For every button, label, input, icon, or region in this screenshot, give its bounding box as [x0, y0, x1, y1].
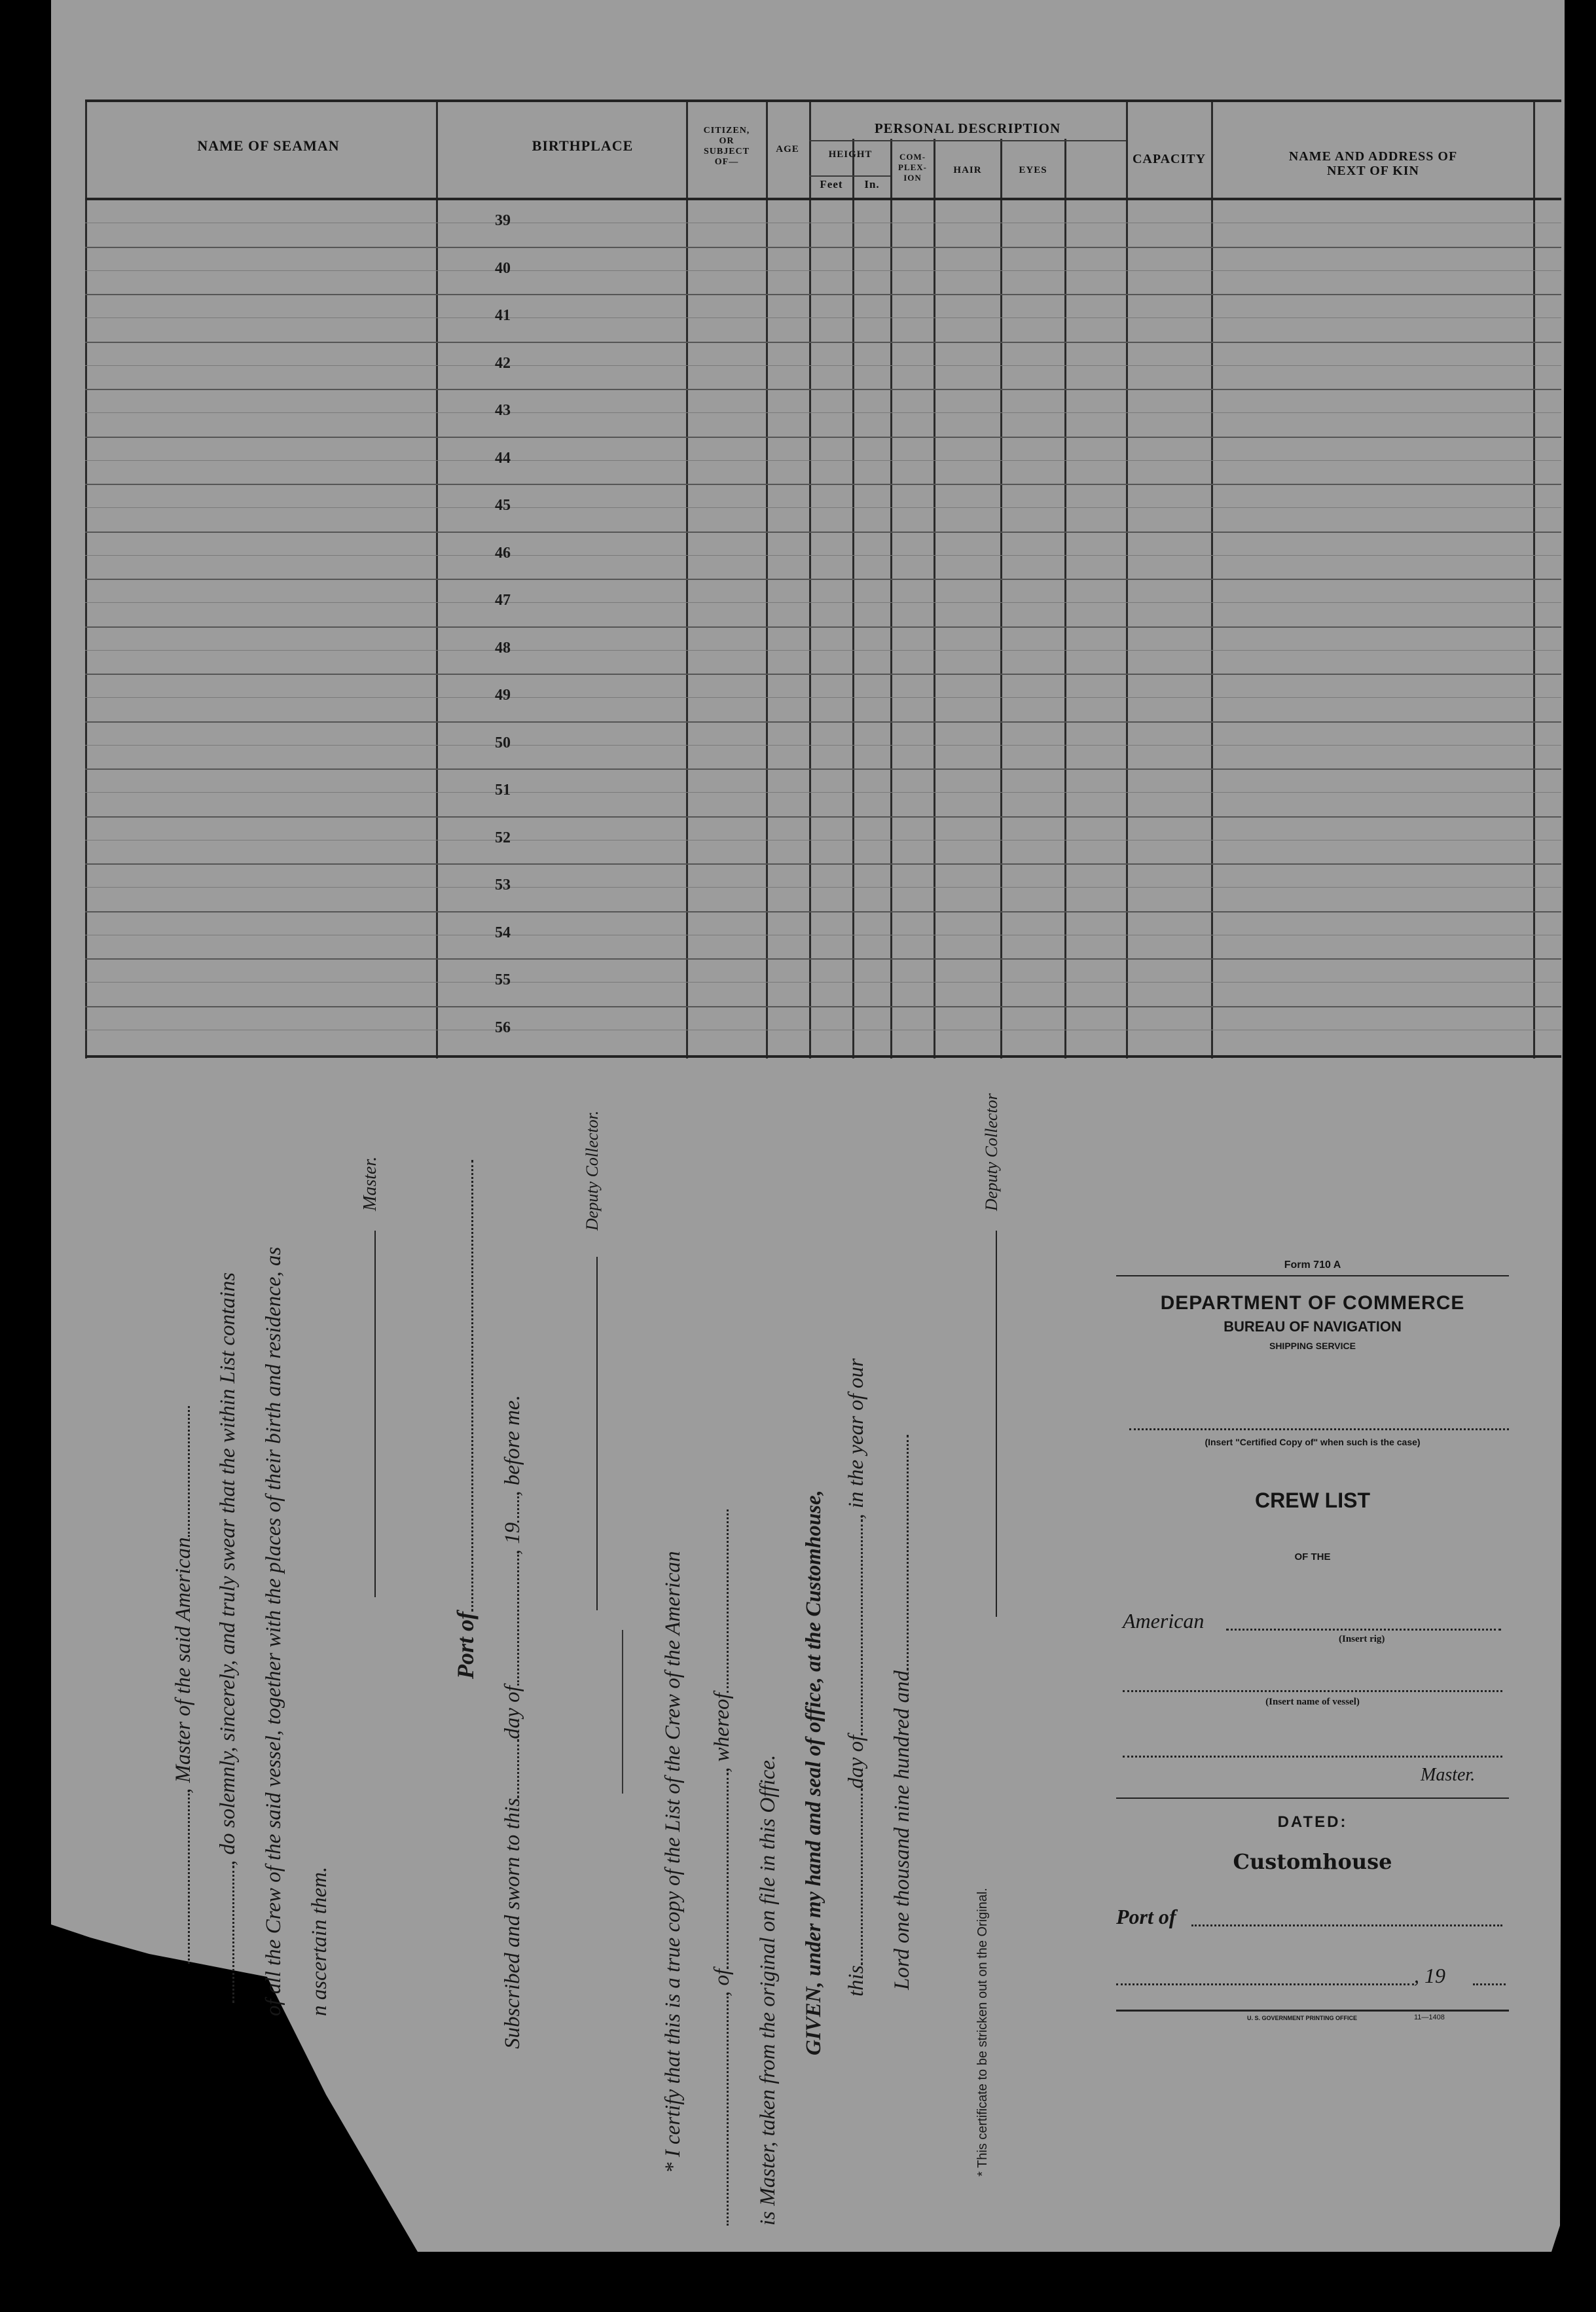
- header-citizen-l3: SUBJECT: [703, 147, 750, 156]
- form-rule-mid: [1116, 1797, 1509, 1799]
- vessel-blank: [727, 1996, 729, 2226]
- header-complexion-l2: PLEX-: [898, 162, 927, 172]
- row-rule: [85, 294, 1561, 295]
- oath-blank: [232, 1866, 234, 2003]
- of-the-text: OF THE: [1294, 1551, 1331, 1562]
- row-number: 52: [495, 829, 511, 846]
- row-rule: [85, 674, 1561, 675]
- row-subrule: [85, 602, 1561, 603]
- form-number: Form 710 A: [1284, 1259, 1341, 1271]
- header-complexion-l3: ION: [903, 173, 922, 183]
- row-subrule: [85, 555, 1561, 556]
- insert-rig-note: (Insert rig): [1339, 1634, 1385, 1644]
- certify-line-2: [710, 1509, 735, 2226]
- col-divider: [1000, 139, 1002, 1058]
- row-subrule: [85, 887, 1561, 888]
- header-eyes: EYES: [1019, 165, 1047, 175]
- master-label-form: Master.: [1421, 1765, 1476, 1785]
- row-rule: [85, 626, 1561, 628]
- day-of-text: day of: [501, 1686, 524, 1739]
- row-rule: [85, 342, 1561, 343]
- header-age: AGE: [776, 144, 799, 154]
- footnote-text: * This certificate to be stricken out on the Original.: [975, 1888, 990, 2177]
- oath-line2-text: , do solemnly, sincerely, and truly swear that the within List contains: [216, 1272, 240, 1866]
- subscribed-line: [501, 1395, 525, 2049]
- vessel-name-blank: [1123, 1690, 1502, 1692]
- oath-line-4: [308, 1867, 332, 2016]
- header-divider: [809, 140, 1126, 141]
- row-rule: [85, 579, 1561, 580]
- col-divider: [890, 139, 892, 1058]
- header-citizen-l4: OF—: [714, 157, 739, 167]
- header-citizen: [691, 126, 763, 168]
- form-rule-top: [1116, 1275, 1509, 1276]
- bureau-title: BUREAU OF NAVIGATION: [1224, 1318, 1402, 1335]
- row-rule: [85, 863, 1561, 865]
- row-rule: [85, 1006, 1561, 1007]
- certify-line-3: [756, 1755, 780, 2226]
- row-subrule: [85, 745, 1561, 746]
- header-inches: In.: [864, 178, 880, 190]
- oath-line1-text: , Master of the said American: [172, 1537, 195, 1794]
- header-personal-description: PERSONAL DESCRIPTION: [874, 120, 1061, 136]
- form-rule-bottom: [1116, 2010, 1509, 2012]
- service-title: SHIPPING SERVICE: [1269, 1341, 1356, 1351]
- row-rule: [85, 768, 1561, 770]
- lord-text: Lord one thousand nine hundred and: [890, 1671, 914, 1990]
- header-capacity: CAPACITY: [1132, 152, 1206, 166]
- day-blank: [517, 1739, 519, 1798]
- deputy-rule-1: [596, 1257, 598, 1610]
- whereof-blank: [727, 1509, 729, 1693]
- certify-line1-text: * I certify that this is a true copy of the List of the Crew of the American: [661, 1551, 685, 2173]
- row-rule: [85, 532, 1561, 533]
- header-complexion-l1: COM-: [899, 152, 926, 162]
- month-blank-2: [861, 1519, 863, 1735]
- master-signature-line: [360, 1157, 381, 1597]
- row-subrule: [85, 365, 1561, 366]
- port-form-blank: [1191, 1924, 1502, 1926]
- row-number: 53: [495, 876, 511, 894]
- given-line: [802, 1490, 826, 2055]
- col-divider: [852, 139, 854, 1058]
- oath-name-blank: [188, 1794, 190, 1964]
- year-blank: [517, 1496, 519, 1523]
- row-number: 46: [495, 544, 511, 562]
- header-complexion: [892, 152, 934, 183]
- department-title: DEPARTMENT OF COMMERCE: [1160, 1292, 1465, 1314]
- header-kin-l2: NEXT OF KIN: [1326, 164, 1420, 178]
- row-number: 45: [495, 497, 511, 514]
- row-subrule: [85, 697, 1561, 698]
- row-number: 48: [495, 639, 511, 657]
- american-label: American: [1123, 1609, 1205, 1633]
- header-citizen-l1: CITIZEN,: [703, 126, 750, 135]
- row-subrule: [85, 270, 1561, 271]
- header-bottom-border: [85, 198, 1561, 200]
- row-rule: [85, 437, 1561, 438]
- rig-blank: [1226, 1629, 1501, 1631]
- certified-note: (Insert "Certified Copy of" when such is the case): [1205, 1437, 1421, 1447]
- header-hair: HAIR: [953, 165, 982, 175]
- oath-line-2: [216, 1273, 240, 2003]
- certified-blank: [1129, 1428, 1509, 1430]
- header-divider: [809, 175, 890, 177]
- year-form-blank: [1473, 1983, 1506, 1985]
- row-number: 43: [495, 402, 511, 419]
- certify-whereof-text: , whereof: [710, 1693, 734, 1773]
- row-subrule: [85, 317, 1561, 318]
- col-divider: [1064, 139, 1066, 1058]
- row-subrule: [85, 460, 1561, 461]
- row-number: 47: [495, 592, 511, 609]
- row-rule: [85, 958, 1561, 960]
- row-number: 39: [495, 212, 511, 229]
- port-of-form-label: Port of: [1116, 1905, 1176, 1928]
- signature-rule: [374, 1231, 376, 1597]
- row-subrule: [85, 792, 1561, 793]
- row-rule: [85, 911, 1561, 912]
- row-subrule: [85, 982, 1561, 983]
- row-number: 42: [495, 354, 511, 372]
- oath-line3-text: of all the Crew of the said vessel, together with the places of their birth and residence, as: [262, 1246, 285, 2016]
- port-blank: [471, 1160, 473, 1612]
- date-form-blank: [1116, 1983, 1414, 1985]
- oath-line-3: [262, 1247, 286, 2016]
- master-blank: [1123, 1756, 1502, 1758]
- row-rule: [85, 484, 1561, 485]
- header-feet: Feet: [820, 178, 843, 190]
- deputy-collector-1-line: [583, 1111, 602, 1610]
- row-number: 44: [495, 449, 511, 467]
- certify-line3-text: is Master, taken from the original on file in this Office.: [756, 1754, 780, 2226]
- before-me-text: , before me.: [501, 1395, 524, 1496]
- row-rule: [85, 389, 1561, 390]
- row-rule: [85, 721, 1561, 723]
- row-number: 40: [495, 259, 511, 277]
- this-blank: [861, 1788, 863, 1965]
- row-number: 51: [495, 782, 511, 799]
- port-of-line: [452, 1160, 479, 1679]
- row-number: 56: [495, 1019, 511, 1036]
- master-label: Master.: [360, 1156, 380, 1211]
- year-blank-2: [907, 1435, 909, 1671]
- this-day-line: [844, 1358, 869, 1996]
- oath-vessel-blank: [188, 1406, 190, 1537]
- port-of-label: Port of: [452, 1612, 479, 1679]
- of-blank: [727, 1773, 729, 1969]
- divider-rule: [622, 1630, 623, 1794]
- this-label: this: [844, 1965, 868, 1996]
- row-subrule: [85, 650, 1561, 651]
- deputy-rule-2: [996, 1231, 997, 1617]
- row-number: 54: [495, 924, 511, 941]
- form-cover-panel: [1116, 1250, 1509, 2023]
- deputy-collector-label-1: Deputy Collector.: [583, 1110, 602, 1231]
- year-19-form: , 19: [1414, 1964, 1445, 1987]
- table-bottom-border: [85, 1055, 1561, 1058]
- oath-line-1: [172, 1406, 196, 1964]
- oath-line4-text: n ascertain them.: [308, 1866, 331, 2016]
- month-blank: [517, 1555, 519, 1686]
- header-name-of-seaman: NAME OF SEAMAN: [197, 137, 340, 154]
- given-text: GIVEN, under my hand and seal of office, at the Customhouse,: [802, 1490, 825, 2055]
- row-rule: [85, 247, 1561, 248]
- certify-of-text: , of: [710, 1968, 734, 1996]
- customhouse-label: Customhouse: [1233, 1849, 1392, 1874]
- row-number: 50: [495, 734, 511, 751]
- footnote: [975, 1888, 990, 2177]
- col-divider: [934, 139, 935, 1058]
- header-next-of-kin: [1214, 149, 1532, 178]
- print-code: 11—1408: [1414, 2014, 1445, 2021]
- printing-office: U. S. GOVERNMENT PRINTING OFFICE: [1247, 2015, 1358, 2021]
- crew-table: [85, 99, 1561, 1058]
- header-kin-l1: NAME AND ADDRESS OF: [1288, 149, 1458, 164]
- lord-line: [890, 1435, 915, 1990]
- row-rule: [85, 816, 1561, 818]
- deputy-collector-2-line: [982, 1093, 1002, 1617]
- year-19: , 19: [501, 1522, 524, 1555]
- day-of-2-text: day of: [844, 1735, 868, 1789]
- deputy-collector-label-2: Deputy Collector: [982, 1093, 1001, 1211]
- header-birthplace: BIRTHPLACE: [532, 137, 634, 154]
- subscribed-text: Subscribed and sworn to this: [501, 1797, 524, 2049]
- row-subrule: [85, 507, 1561, 508]
- header-citizen-l2: OR: [719, 136, 735, 146]
- header-height: HEIGHT: [828, 149, 873, 160]
- row-number: 49: [495, 687, 511, 704]
- row-number: 41: [495, 307, 511, 324]
- year-of-our-text: , in the year of our: [844, 1358, 868, 1519]
- certify-line-1: [661, 1551, 685, 2173]
- row-number: 55: [495, 971, 511, 988]
- row-subrule: [85, 412, 1561, 413]
- crew-list-title: CREW LIST: [1255, 1489, 1370, 1512]
- table-top-border: [85, 99, 1561, 102]
- dated-label: DATED:: [1277, 1813, 1348, 1831]
- insert-vessel-note: (Insert name of vessel): [1265, 1697, 1360, 1707]
